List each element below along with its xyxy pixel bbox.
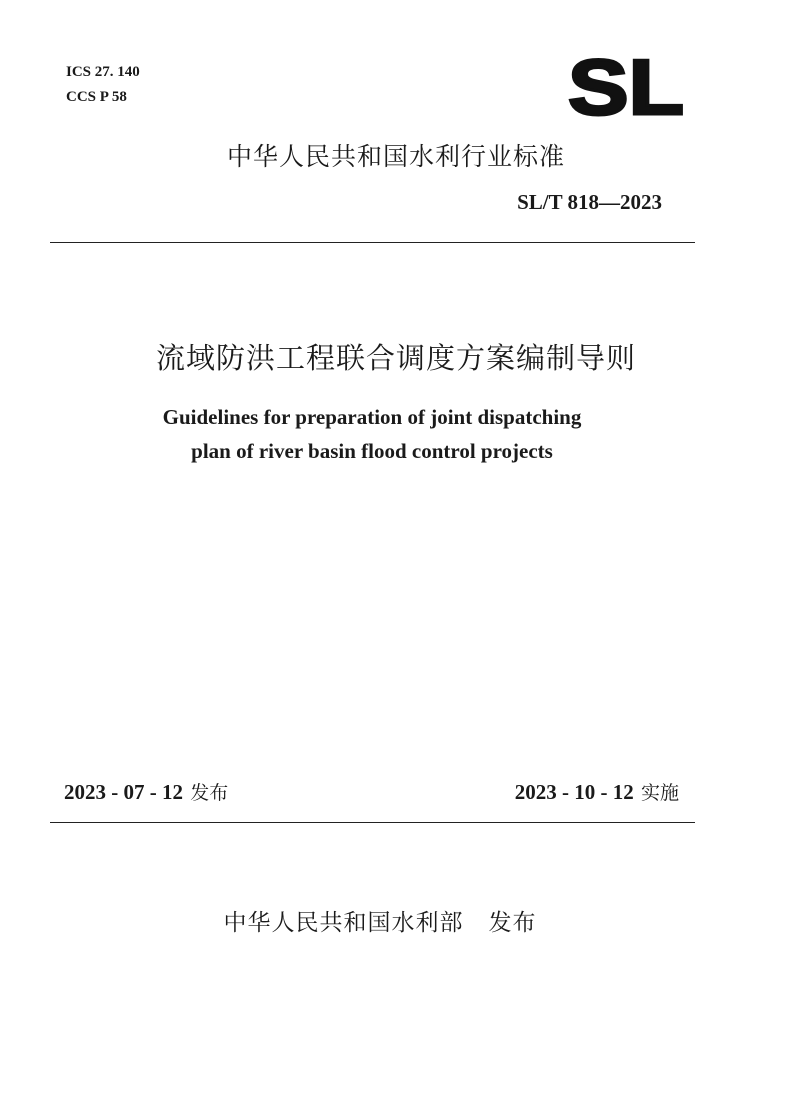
issue-label: 发布: [190, 782, 229, 804]
issue-date-row: [64, 778, 228, 807]
ics-code: ICS 27. 140: [66, 64, 140, 80]
standard-type: 中华人民共和国水利行业标准: [226, 142, 565, 171]
title-english-line-2: plan of river basin flood control projects: [191, 439, 553, 463]
standard-code: SL/T 818—2023: [517, 190, 662, 214]
sl-logo: [568, 54, 684, 118]
ccs-code: CCS P 58: [66, 89, 127, 105]
sl-logo-text: SL: [568, 54, 684, 118]
implement-date-row: [515, 778, 679, 807]
publisher-row: [0, 906, 760, 940]
issue-date: 2023 - 07 - 12: [64, 780, 183, 804]
implement-date: 2023 - 10 - 12: [514, 780, 634, 804]
implement-label: 实施: [640, 782, 679, 804]
publisher-name: 中华人民共和国水利部: [223, 910, 464, 936]
title-chinese: 流域防洪工程联合调度方案编制导则: [155, 341, 636, 375]
classification-codes: [66, 60, 140, 110]
title-english: [0, 400, 744, 468]
title-english-line-1: Guidelines for preparation of joint dispatching: [162, 405, 582, 429]
top-divider: [50, 242, 695, 243]
bottom-divider: [50, 822, 695, 823]
publisher-label: 发布: [488, 910, 537, 936]
